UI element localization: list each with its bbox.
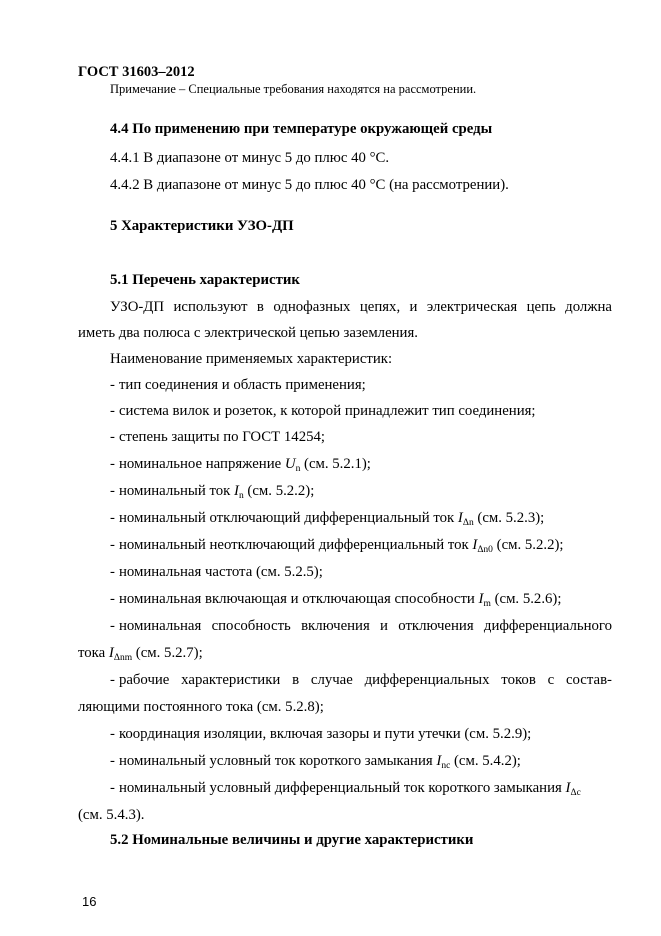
list-item	[110, 590, 561, 608]
list-item	[110, 563, 323, 581]
list-item-continuation: ляющими постоянного тока (см. 5.2.8);	[78, 699, 324, 715]
list-item-text: тока	[78, 645, 109, 661]
list-item-text: координация изоляции, включая зазоры и пути утечки (см. 5.2.9);	[118, 726, 532, 742]
section-5-2-heading: 5.2 Номинальные величины и другие характеристики	[110, 832, 474, 848]
list-dash: -	[110, 510, 115, 526]
symbol-subscript: nc	[441, 761, 451, 771]
list-item-ref: (см. 5.2.7);	[132, 645, 203, 661]
list-item-text: номинальное напряжение	[118, 456, 285, 472]
symbol-subscript: m	[483, 599, 491, 609]
list-item	[110, 779, 581, 797]
list-item-text: номинальная включающая и отключающая способности	[118, 591, 479, 607]
list-dash: -	[110, 672, 115, 688]
list-item-text: номинальный ток	[118, 483, 235, 499]
list-item	[110, 482, 314, 500]
list-item	[110, 428, 325, 446]
symbol: I	[436, 753, 442, 769]
list-item-text: тип соединения и область применения;	[118, 377, 366, 393]
list-item-continuation	[78, 644, 203, 662]
list-item-ref: (см. 5.2.6);	[490, 591, 562, 607]
intro-line-1: УЗО-ДП используют в однофазных цепях, и электрическая цепь должна	[110, 299, 612, 315]
symbol-subscript: n	[238, 491, 244, 501]
list-item	[110, 536, 564, 554]
symbol-subscript: Δn0	[477, 545, 493, 555]
symbol: I	[565, 780, 571, 796]
list-item-text: номинальный неотключающий дифференциальный ток	[118, 537, 473, 553]
list-item-ref: (см. 5.2.1);	[300, 456, 371, 472]
symbol-subscript: Δc	[570, 788, 581, 798]
list-item	[110, 752, 521, 770]
paragraph-4-4-1: 4.4.1 В диапазоне от минус 5 до плюс 40 °С.	[110, 150, 390, 166]
list-item-ref: (см. 5.2.2);	[243, 483, 315, 499]
list-title: Наименование применяемых характеристик:	[110, 351, 393, 367]
list-item-text: номинальный условный дифференциальный ток короткого замыкания	[118, 780, 566, 796]
list-dash: -	[110, 753, 115, 769]
symbol: I	[108, 645, 114, 661]
list-item-text: степень защиты по ГОСТ 14254;	[118, 429, 326, 445]
list-dash: -	[110, 429, 115, 445]
list-dash: -	[110, 537, 115, 553]
list-item-text: номинальная частота (см. 5.2.5);	[118, 564, 323, 580]
intro-line-2: иметь два полюса с электрической цепью заземления.	[78, 325, 418, 341]
list-item-ref: (см. 5.4.2);	[450, 753, 521, 769]
page-number: 16	[82, 894, 97, 909]
list-dash: -	[110, 618, 115, 634]
list-item-text: номинальный отключающий дифференциальный ток	[118, 510, 458, 526]
section-4-4-heading: 4.4 По применению при температуре окружающей среды	[110, 121, 493, 137]
list-item	[110, 402, 536, 420]
list-item	[110, 376, 366, 394]
list-dash: -	[110, 564, 115, 580]
list-item	[110, 455, 371, 473]
list-dash: -	[110, 377, 115, 393]
list-item-text: номинальная способность включения и отключения дифференциального	[118, 618, 612, 634]
list-dash: -	[110, 780, 115, 796]
symbol-subscript: n	[295, 464, 301, 474]
symbol: I	[457, 510, 463, 526]
symbol: U	[284, 456, 296, 472]
paragraph-4-4-2: 4.4.2 В диапазоне от минус 5 до плюс 40 °С (на рассмотрении).	[110, 177, 509, 193]
list-dash: -	[110, 591, 115, 607]
symbol: I	[234, 483, 239, 499]
note-text: Примечание – Специальные требования находятся на рассмотрении.	[110, 82, 477, 96]
list-item-ref: (см. 5.2.2);	[492, 537, 564, 553]
list-item-ref: (см. 5.2.3);	[473, 510, 545, 526]
list-item-text: рабочие характеристики в случае дифференциальных токов с состав-	[118, 672, 612, 688]
list-dash: -	[110, 456, 115, 472]
list-item	[110, 725, 531, 743]
list-dash: -	[110, 726, 115, 742]
symbol: I	[478, 591, 484, 607]
list-item	[110, 617, 612, 635]
symbol-subscript: Δnm	[113, 653, 133, 663]
symbol: I	[472, 537, 478, 553]
list-item	[110, 509, 544, 527]
list-dash: -	[110, 483, 115, 499]
list-dash: -	[110, 403, 115, 419]
symbol-subscript: Δn	[462, 518, 474, 528]
section-5-1-heading: 5.1 Перечень характеристик	[110, 272, 300, 288]
list-item-text: система вилок и розеток, к которой принадлежит тип соединения;	[118, 403, 536, 419]
section-5-heading: 5 Характеристики УЗО-ДП	[110, 218, 294, 234]
list-item	[110, 671, 612, 689]
list-item-text: номинальный условный ток короткого замыкания	[118, 753, 437, 769]
standard-number: ГОСТ 31603–2012	[78, 64, 195, 80]
list-item-continuation: (см. 5.4.3).	[78, 807, 145, 823]
